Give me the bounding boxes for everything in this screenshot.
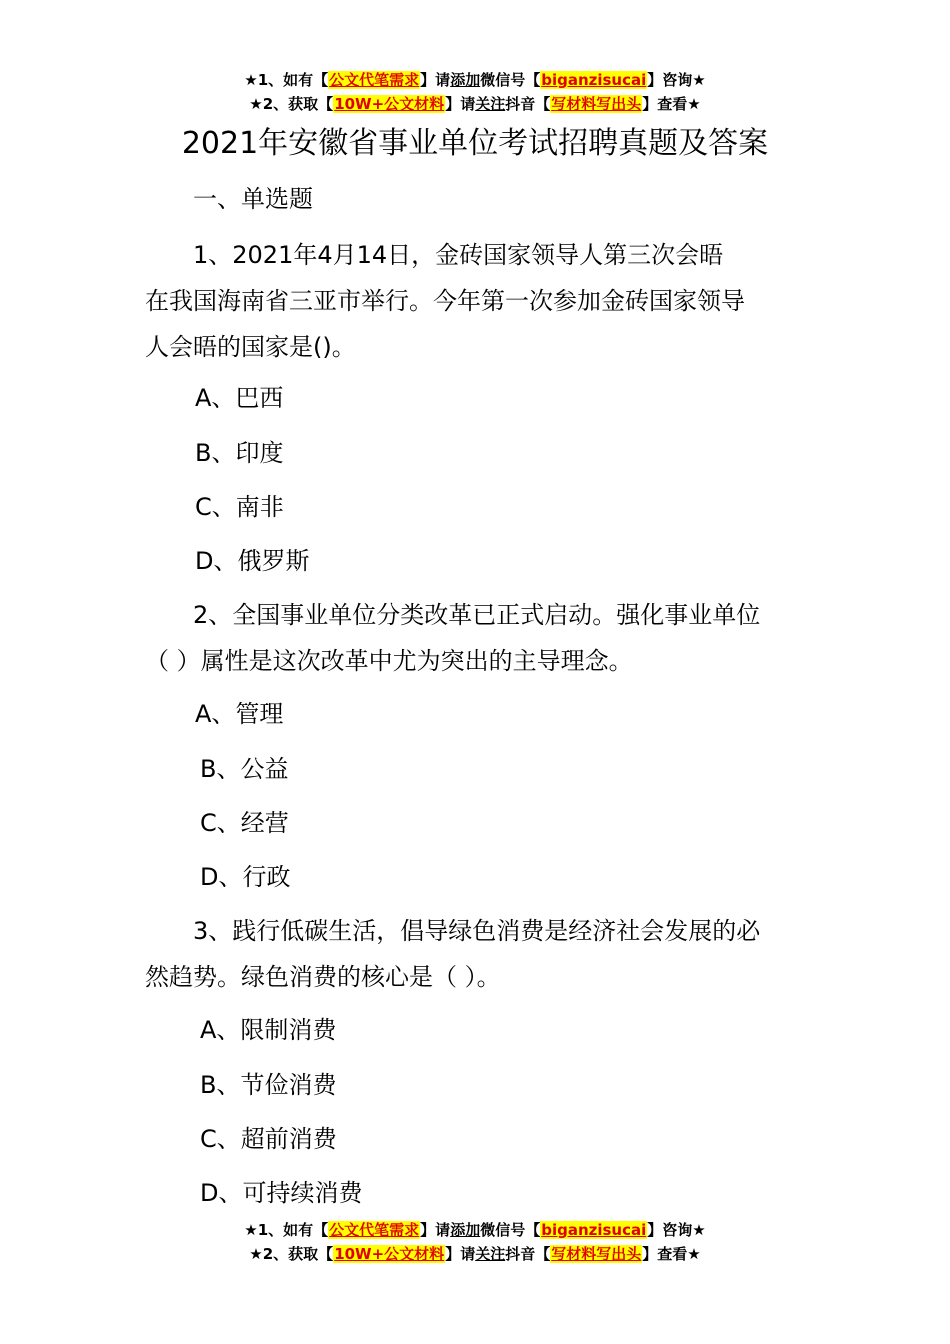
q2-option-d: D、行政 xyxy=(200,863,291,891)
question-1 xyxy=(145,232,810,370)
promo-text: ★2、获取【 xyxy=(249,95,334,113)
promo-underlined: 关注 xyxy=(475,1245,506,1263)
promo-text: 微信号【 xyxy=(480,1221,541,1239)
promo-banner-bottom xyxy=(0,1218,950,1266)
promo-highlight: 10W+公文材料 xyxy=(334,1245,445,1263)
promo-underlined: 添加 xyxy=(450,1221,481,1239)
q3-option-a: A、限制消费 xyxy=(200,1016,337,1044)
promo-text: ★1、如有【 xyxy=(244,1221,329,1239)
promo-wechat-id: biganzisucai xyxy=(541,1221,647,1239)
question-2-line-2: （ ）属性是这次改革中尤为突出的主导理念。 xyxy=(145,647,633,675)
q2-option-a: A、管理 xyxy=(195,700,284,728)
promo-text: ★2、获取【 xyxy=(249,1245,334,1263)
question-3 xyxy=(145,908,810,1000)
promo-douyin-id: 写材料写出头 xyxy=(551,1245,642,1263)
question-3-line-2: 然趋势。绿色消费的核心是（ ）。 xyxy=(145,963,501,991)
promo-text: 】请 xyxy=(445,1245,476,1263)
promo-text: 】请 xyxy=(420,71,451,89)
q1-option-d: D、俄罗斯 xyxy=(195,547,310,575)
question-3-line-1: 3、践行低碳生活，倡导绿色消费是经济社会发展的必 xyxy=(193,917,761,945)
promo-line-2 xyxy=(0,92,950,116)
promo-line-2 xyxy=(0,1242,950,1266)
promo-underlined: 添加 xyxy=(450,71,481,89)
q2-option-c: C、经营 xyxy=(200,809,289,837)
promo-highlight: 10W+公文材料 xyxy=(334,95,445,113)
promo-douyin-id: 写材料写出头 xyxy=(551,95,642,113)
document-title: 2021年安徽省事业单位考试招聘真题及答案 xyxy=(181,126,769,161)
q1-option-c: C、南非 xyxy=(195,493,284,521)
promo-text: 】请 xyxy=(445,95,476,113)
promo-text: 】咨询★ xyxy=(647,71,706,89)
question-1-line-1: 1、2021年4月14日，金砖国家领导人第三次会晤 xyxy=(193,241,724,269)
q2-option-b: B、公益 xyxy=(200,755,289,783)
promo-wechat-id: biganzisucai xyxy=(541,71,647,89)
promo-highlight: 公文代笔需求 xyxy=(329,71,420,89)
question-2 xyxy=(145,592,810,684)
question-2-line-1: 2、全国事业单位分类改革已正式启动。强化事业单位 xyxy=(193,601,761,629)
promo-text: 】查看★ xyxy=(642,95,701,113)
q3-option-c: C、超前消费 xyxy=(200,1125,337,1153)
promo-text: 】咨询★ xyxy=(647,1221,706,1239)
promo-text: 微信号【 xyxy=(480,71,541,89)
section-heading: 一、单选题 xyxy=(193,185,313,213)
promo-text: 】请 xyxy=(420,1221,451,1239)
promo-highlight: 公文代笔需求 xyxy=(329,1221,420,1239)
q3-option-d: D、可持续消费 xyxy=(200,1179,363,1207)
promo-banner-top xyxy=(0,68,950,116)
q1-option-a: A、巴西 xyxy=(195,384,284,412)
promo-text: 抖音【 xyxy=(505,1245,551,1263)
promo-line-1 xyxy=(0,68,950,92)
q1-option-b: B、印度 xyxy=(195,439,284,467)
question-1-line-3: 人会晤的国家是()。 xyxy=(145,333,356,361)
promo-underlined: 关注 xyxy=(475,95,506,113)
promo-text: ★1、如有【 xyxy=(244,71,329,89)
promo-text: 】查看★ xyxy=(642,1245,701,1263)
q3-option-b: B、节俭消费 xyxy=(200,1071,337,1099)
promo-line-1 xyxy=(0,1218,950,1242)
promo-text: 抖音【 xyxy=(505,95,551,113)
question-1-line-2: 在我国海南省三亚市举行。今年第一次参加金砖国家领导 xyxy=(145,287,745,315)
